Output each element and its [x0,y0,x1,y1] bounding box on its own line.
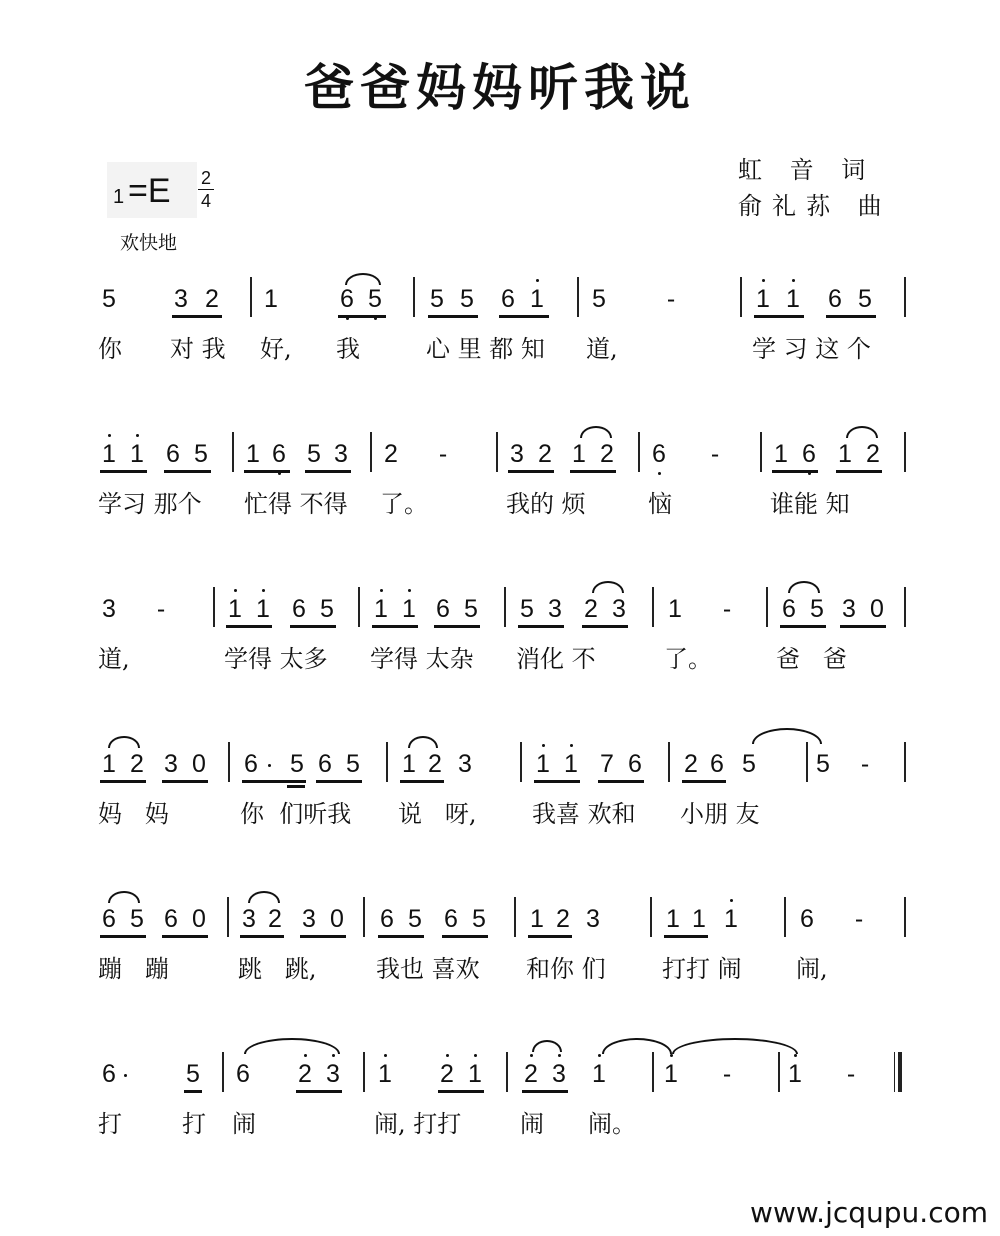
score-row-3 [0,575,1000,695]
note: 3 [612,595,626,623]
note: 1 [530,905,544,933]
notation-line [0,730,1000,790]
note: - [438,440,448,468]
note: - [854,905,864,933]
lyric: 道, [98,645,130,673]
note: 1 [246,440,260,468]
note: 6 [628,750,642,778]
watermark-url: www.jcqupu.com [750,1196,988,1229]
song-title: 爸爸妈妈听我说 [304,58,696,117]
note: 5 [307,440,321,468]
lyric: 小朋 友 [680,800,760,828]
lyric: 学得 太多 [224,645,328,673]
note: 3 [586,905,600,933]
note: 2 [684,750,698,778]
note: 1 [128,440,146,469]
note: 1 [376,1060,394,1089]
lyricist-credit: 虹 音 词 [738,156,876,184]
lyric: 打 [182,1110,206,1138]
note: 5 [320,595,334,623]
lyric: 道, [586,335,618,363]
note: 3 [174,285,188,313]
note: 6 [380,905,394,933]
note: 5 [186,1060,200,1088]
note: 2 [584,595,598,623]
notation-line [0,575,1000,635]
note: 2 [866,440,880,468]
key-tonic-number: 1 [113,186,125,208]
note: 5 [858,285,872,313]
composer-credit: 俞礼荪 曲 [738,192,892,220]
note: 1 [668,595,682,623]
note: 0 [192,750,206,778]
key-signature: =E [128,172,171,210]
note: 6 [828,285,842,313]
note: 1 [692,905,706,933]
score-row-6 [0,1040,1000,1160]
lyric: 了。 [380,490,428,518]
note: 5 [816,750,830,778]
note: 3 [324,1060,342,1089]
note: 3 [164,750,178,778]
lyric: 忙得 不得 [244,490,348,518]
note: 6 [436,595,450,623]
lyric: 跳 跳, [238,955,317,983]
note: 1 [264,285,278,313]
notation-line [0,1040,1000,1100]
note: 3 [842,595,856,623]
lyric: 你 们听我 [240,800,352,828]
note: 1 [666,905,680,933]
note: - [722,595,732,623]
note: 6 [102,1060,116,1088]
time-signature [198,168,214,211]
lyric: 对 我 [170,335,226,363]
lyric: 闹, 打打 [374,1110,462,1138]
score-row-2 [0,420,1000,540]
note: 5 [520,595,534,623]
note: 2 [556,905,570,933]
note: 3 [510,440,524,468]
note: 5 [130,905,144,933]
note: 6 [318,750,332,778]
note: - [156,595,166,623]
note: 1 [784,285,802,314]
note: 0 [330,905,344,933]
note: 6 [236,1060,250,1088]
note: 6 [501,285,515,313]
note: 3 [242,905,256,933]
lyric: 心 里 都 知 [426,335,545,363]
note: 6 [800,905,814,933]
lyric: 好, [260,335,292,363]
note: 1 [572,440,586,468]
note: 3 [550,1060,568,1089]
note: 2 [130,750,144,778]
lyric: 我喜 欢和 [532,800,636,828]
time-bottom: 4 [200,191,211,211]
score-row-4 [0,730,1000,850]
note: 0 [870,595,884,623]
lyric: 闹。 [588,1110,636,1138]
lyric: 说 呀, [398,800,477,828]
note: 5 [430,285,444,313]
note: 2 [600,440,614,468]
note: 6 [800,440,818,469]
note: 1 [402,750,416,778]
score-row-1 [0,265,1000,385]
note: - [710,440,720,468]
lyric: 学得 太杂 [370,645,474,673]
note: 1 [372,595,390,624]
note: 6 [244,750,258,778]
note: 5 [592,285,606,313]
notation-line [0,420,1000,480]
note: 5 [472,905,486,933]
note: 5 [194,440,208,468]
note: 2 [296,1060,314,1089]
lyric: 打 [98,1110,122,1138]
credits [738,152,892,224]
lyric: 学 习 这 个 [752,335,871,363]
note: 1 [102,750,116,778]
note: 2 [205,285,219,313]
note: 2 [522,1060,540,1089]
note: 5 [810,595,824,623]
note: 3 [334,440,348,468]
note: 5 [290,750,304,778]
lyric: 我也 喜欢 [376,955,480,983]
note: 0 [192,905,206,933]
lyric: 消化 不 [516,645,596,673]
note: 1 [662,1060,680,1089]
notation-line [0,265,1000,325]
tempo-marking: 欢快地 [120,232,178,254]
note: 6 [292,595,306,623]
note: 5 [346,750,360,778]
note: 6 [710,750,724,778]
lyric: 妈 妈 [98,800,169,828]
note: 2 [438,1060,456,1089]
note: 5 [102,285,116,313]
note: 1 [400,595,418,624]
note: 3 [548,595,562,623]
note: 1 [562,750,580,779]
note: 5 [408,905,422,933]
note: 6 [164,905,178,933]
note: 1 [534,750,552,779]
lyric: 我的 烦 [506,490,586,518]
note: 1 [786,1060,804,1089]
lyric: 打打 闹 [662,955,742,983]
note: 3 [102,595,116,623]
lyric: 爸 爸 [776,645,847,673]
note: 6 [650,440,668,469]
note: 6 [166,440,180,468]
score-row-5 [0,885,1000,1005]
note: 2 [268,905,282,933]
note: 1 [528,285,546,314]
lyric: 闹, [796,955,828,983]
note: 2 [538,440,552,468]
note: 1 [466,1060,484,1089]
note: 6 [102,905,116,933]
notation-line [0,885,1000,945]
note: 6 [444,905,458,933]
note: 1 [226,595,244,624]
note: 3 [302,905,316,933]
note: - [846,1060,856,1088]
note: 6 [338,285,356,314]
lyric: 你 [98,335,122,363]
lyric: 蹦 蹦 [98,955,169,983]
note: 6 [270,440,288,469]
note: 1 [774,440,788,468]
note: - [860,750,870,778]
lyric: 了。 [664,645,712,673]
time-top: 2 [200,168,211,188]
note: 6 [782,595,796,623]
lyric: 恼 [648,490,672,518]
lyric: 闹 [520,1110,544,1138]
note: 2 [384,440,398,468]
lyric: 闹 [232,1110,256,1138]
note: 5 [464,595,478,623]
note: 1 [590,1060,608,1089]
note: 7 [600,750,614,778]
note: 5 [742,750,756,778]
lyric: 我 [336,335,360,363]
note: 3 [458,750,472,778]
note: 1 [254,595,272,624]
note: 1 [100,440,118,469]
lyric: 和你 们 [526,955,606,983]
note: 5 [366,285,384,314]
lyric: 谁能 知 [770,490,850,518]
note: 5 [460,285,474,313]
lyric: 学习 那个 [98,490,202,518]
note: 1 [838,440,852,468]
note: - [722,1060,732,1088]
note: 1 [754,285,772,314]
note: - [666,285,676,313]
note: 2 [428,750,442,778]
note: 1 [722,905,740,934]
